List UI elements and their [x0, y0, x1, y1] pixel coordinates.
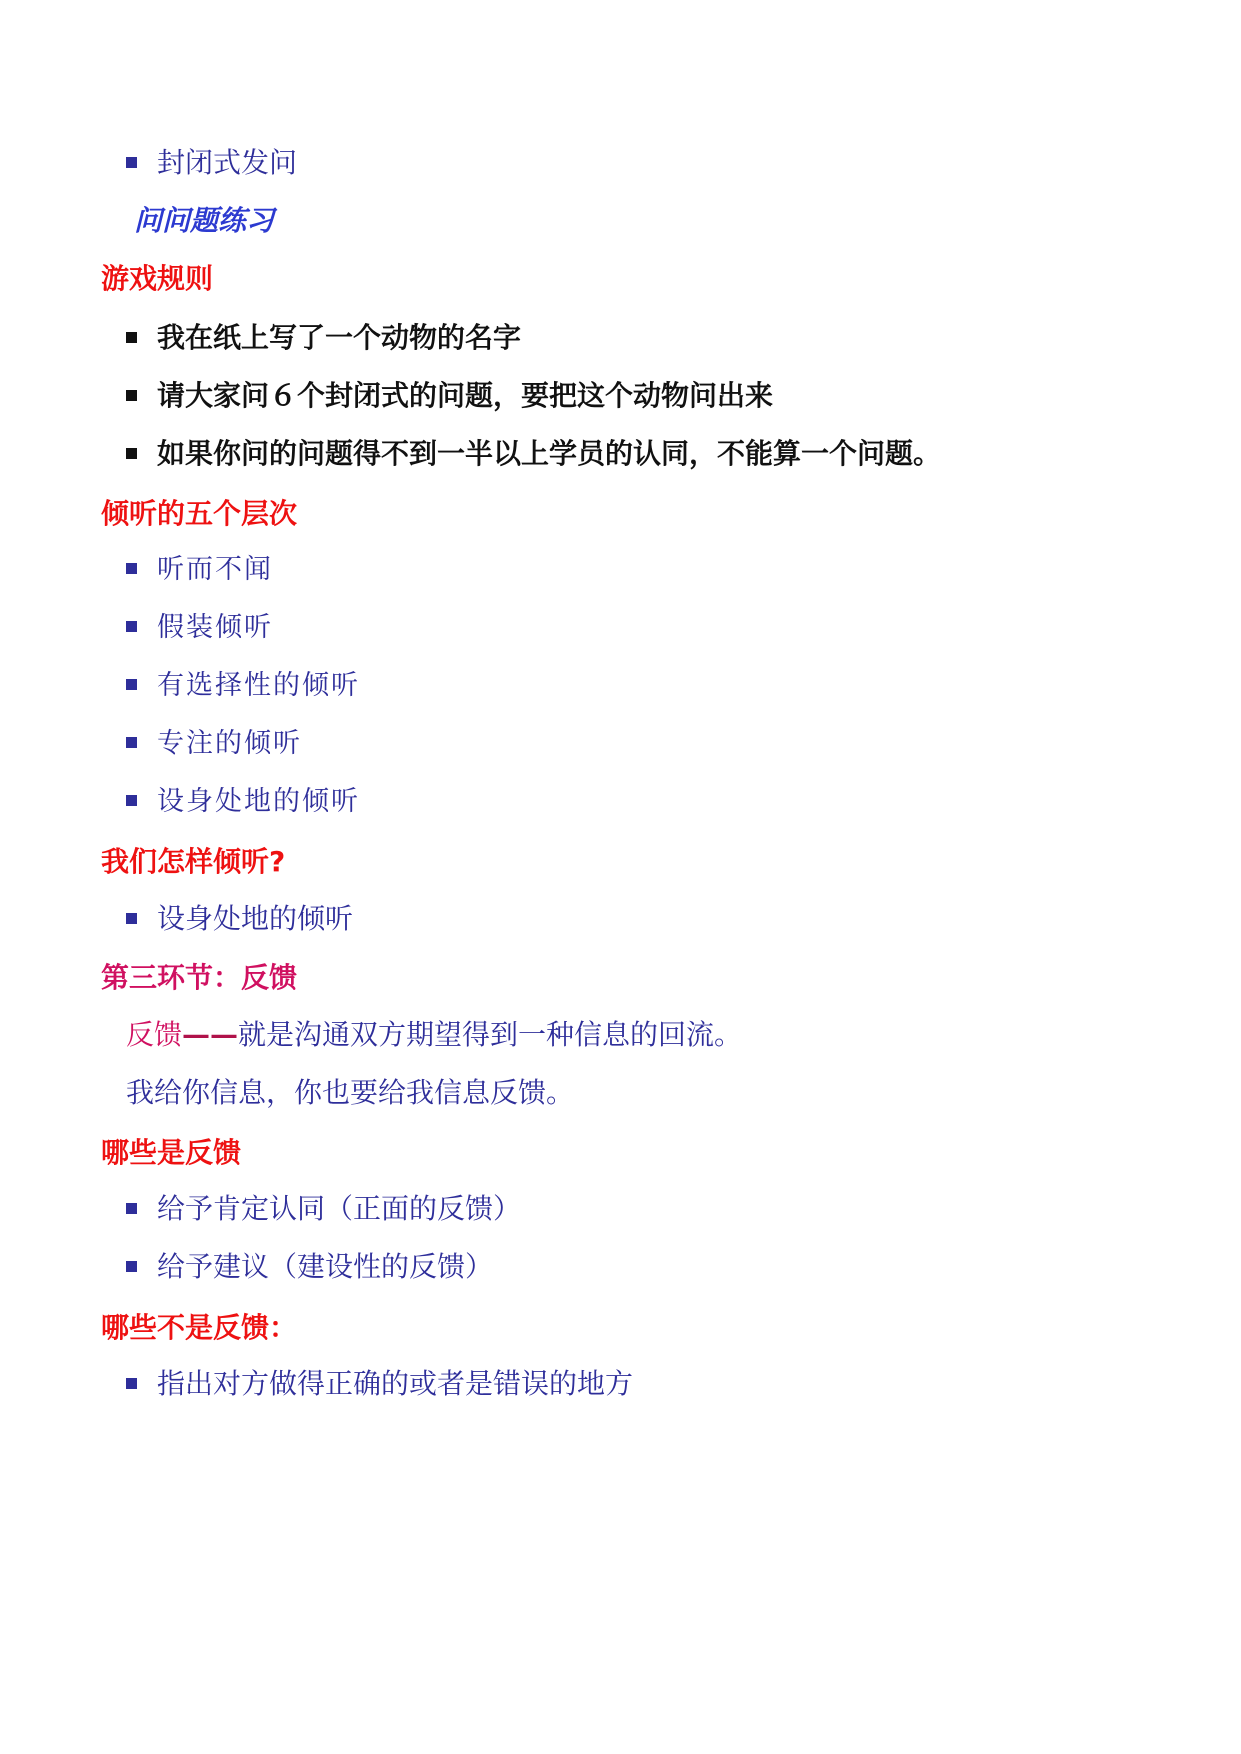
list-item-text: 设身处地的倾听 [157, 902, 354, 935]
square-bullet-icon [126, 795, 137, 806]
section-heading: 哪些不是反馈： [101, 1311, 298, 1344]
list-item-text: 我在纸上写了一个动物的名字 [157, 321, 522, 354]
section-heading: 我们怎样倾听? [101, 845, 286, 878]
square-bullet-icon [126, 157, 137, 168]
list-item-text: 有选择性的倾听 [157, 670, 360, 701]
section-heading: 第三环节：反馈 [101, 961, 298, 994]
definition-text: 就是沟通双方期望得到一种信息的回流。 [238, 1018, 743, 1051]
list-item [126, 550, 273, 590]
list-item [126, 666, 360, 706]
list-item [126, 376, 773, 416]
list-item [126, 434, 941, 474]
list-item-text: 专注的倾听 [157, 728, 302, 759]
list-item [126, 1189, 521, 1229]
square-bullet-icon [126, 621, 137, 632]
square-bullet-icon [126, 563, 137, 574]
list-item [126, 899, 353, 939]
square-bullet-icon [126, 1378, 137, 1389]
list-item [126, 1247, 493, 1287]
list-item [126, 318, 521, 358]
definition-dash: —— [182, 1018, 239, 1051]
definition-term: 反馈 [126, 1018, 183, 1051]
list-item-text: 请大家问６个封闭式的问题，要把这个动物问出来 [157, 379, 774, 412]
square-bullet-icon [126, 913, 137, 924]
definition-paragraph [126, 1015, 742, 1055]
square-bullet-icon [126, 332, 137, 343]
square-bullet-icon [126, 448, 137, 459]
list-item [126, 782, 360, 822]
list-item-text: 封闭式发问 [157, 146, 298, 179]
section-heading: 倾听的五个层次 [101, 497, 298, 530]
square-bullet-icon [126, 390, 137, 401]
list-item [126, 143, 297, 183]
list-item-text: 如果你问的问题得不到一半以上学员的认同，不能算一个问题。 [157, 437, 942, 470]
subheading: 问问题练习 [134, 204, 275, 237]
list-item [126, 724, 302, 764]
list-item-text: 设身处地的倾听 [157, 786, 360, 817]
list-item [126, 608, 273, 648]
list-item-text: 听而不闻 [157, 554, 273, 585]
square-bullet-icon [126, 679, 137, 690]
list-item-text: 给予建议（建设性的反馈） [157, 1250, 494, 1283]
list-item-text: 假装倾听 [157, 612, 273, 643]
section-heading: 游戏规则 [101, 262, 214, 295]
square-bullet-icon [126, 737, 137, 748]
section-heading: 哪些是反馈 [101, 1136, 242, 1169]
square-bullet-icon [126, 1203, 137, 1214]
list-item [126, 1364, 633, 1404]
list-item-text: 给予肯定认同（正面的反馈） [157, 1192, 522, 1225]
list-item-text: 指出对方做得正确的或者是错误的地方 [157, 1367, 634, 1400]
square-bullet-icon [126, 1261, 137, 1272]
paragraph: 我给你信息，你也要给我信息反馈。 [126, 1076, 575, 1109]
